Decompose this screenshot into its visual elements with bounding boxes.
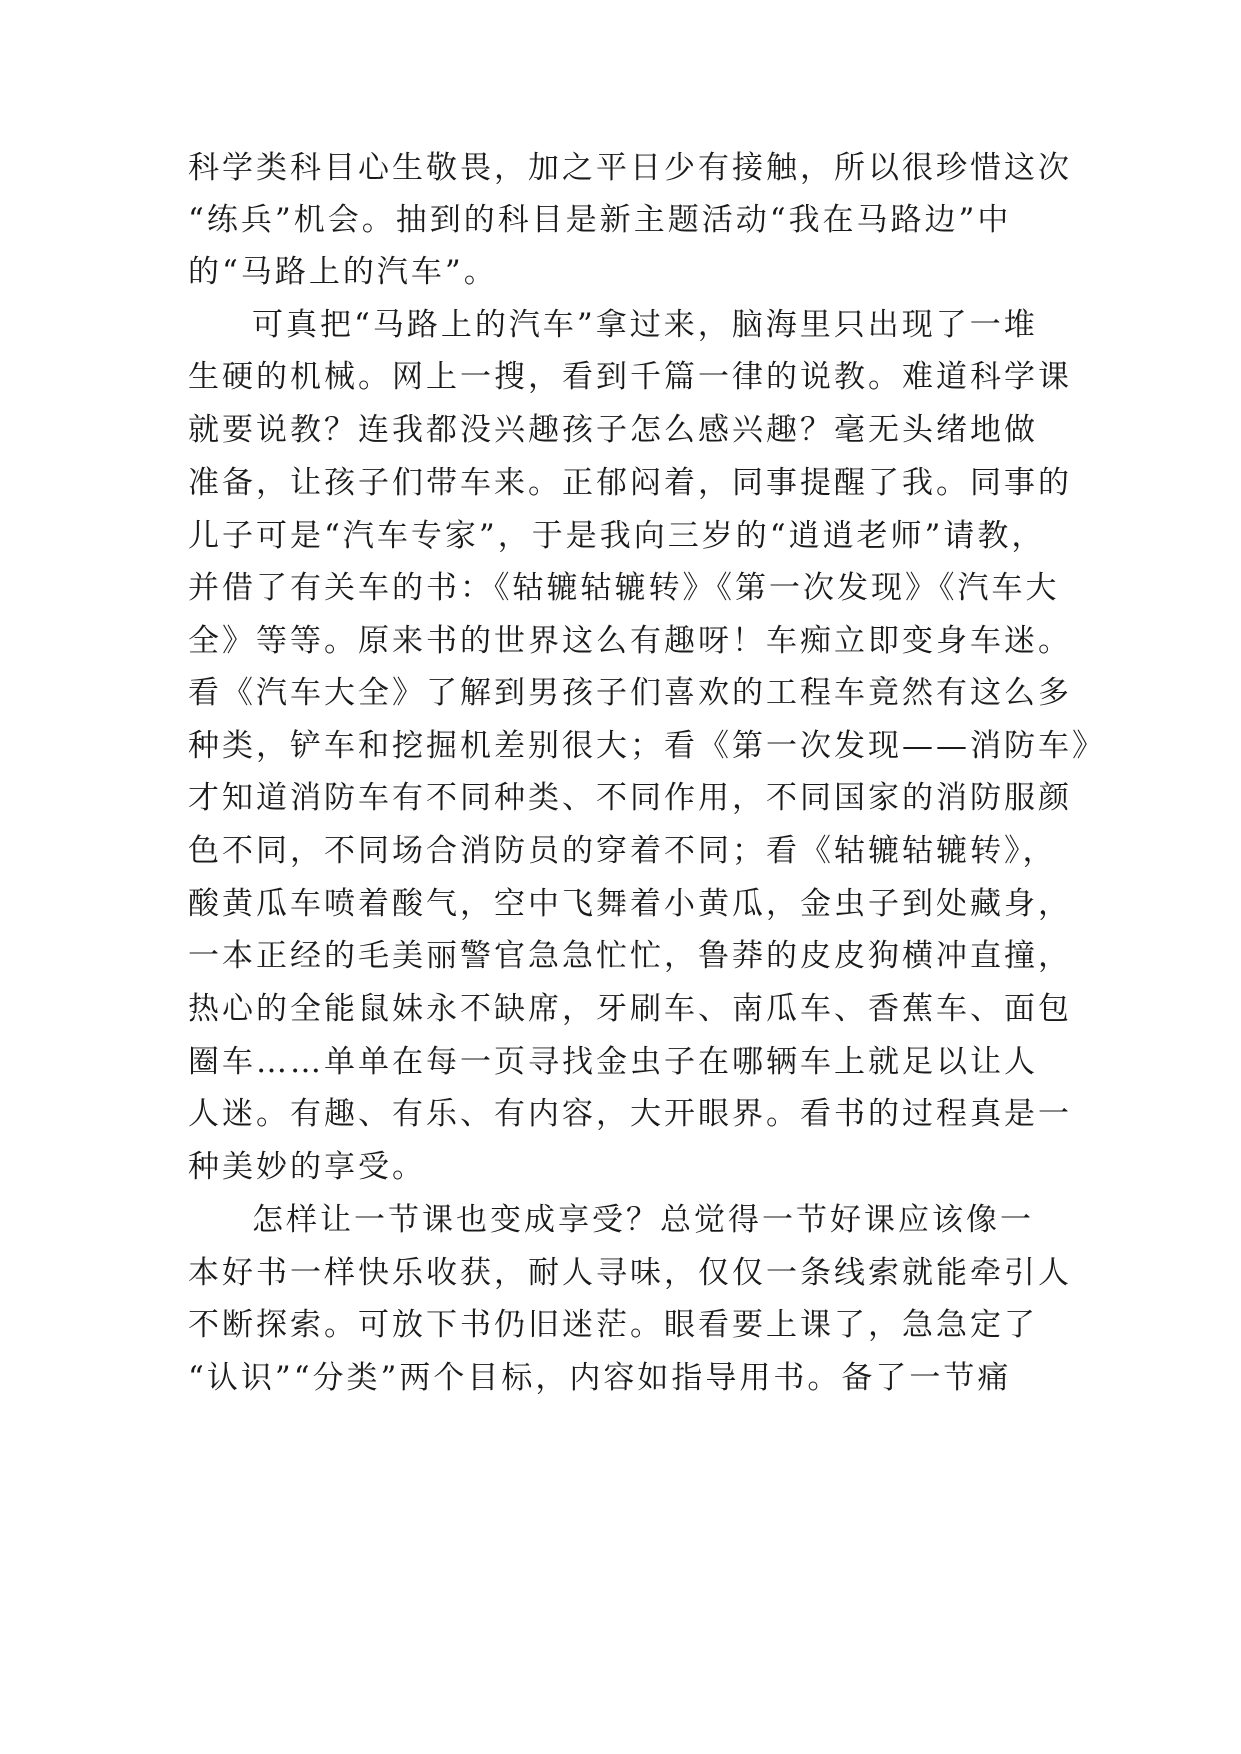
text-line: 种美妙的享受。 (188, 1149, 426, 1185)
text-line: 看《汽车大全》了解到男孩子们喜欢的工程车竟然有这么多 (188, 675, 1072, 711)
text-line: 儿子可是“汽车专家”，于是我向三岁的“逍逍老师”请教， (188, 518, 1046, 554)
text-line: 不断探索。可放下书仍旧迷茫。眼看要上课了，急急定了 (188, 1307, 1038, 1343)
paragraph-first-line: 可真把“马路上的汽车”拿过来，脑海里只出现了一堆 (252, 307, 1038, 343)
paragraph-first-line: 怎样让一节课也变成享受？总觉得一节好课应该像一 (252, 1202, 1034, 1238)
text-line: 种类，铲车和挖掘机差别很大；看《第一次发现——消防车》 (188, 728, 1106, 764)
text-line: 人迷。有趣、有乐、有内容，大开眼界。看书的过程真是一 (188, 1096, 1072, 1132)
text-line: 准备，让孩子们带车来。正郁闷着，同事提醒了我。同事的 (188, 465, 1072, 501)
text-line: 圈车……单单在每一页寻找金虫子在哪辆车上就足以让人 (188, 1044, 1038, 1080)
text-line: 本好书一样快乐收获，耐人寻味，仅仅一条线索就能牵引人 (188, 1255, 1072, 1291)
text-line: 色不同，不同场合消防员的穿着不同；看《轱辘轱辘转》， (188, 833, 1057, 869)
text-line: “练兵”机会。抽到的科目是新主题活动“我在马路边”中 (188, 202, 1012, 238)
text-line: 才知道消防车有不同种类、不同作用，不同国家的消防服颜 (188, 780, 1072, 816)
text-line: 并借了有关车的书：《轱辘轱辘转》《第一次发现》《汽车大 (188, 570, 1060, 606)
text-line: “认识”“分类”两个目标，内容如指导用书。备了一节痛 (188, 1360, 1012, 1396)
text-line: 热心的全能鼠妹永不缺席，牙刷车、南瓜车、香蕉车、面包 (188, 991, 1072, 1027)
text-line: 酸黄瓜车喷着酸气，空中飞舞着小黄瓜，金虫子到处藏身， (188, 886, 1072, 922)
text-line: 的“马路上的汽车”。 (188, 254, 498, 290)
text-line: 科学类科目心生敬畏，加之平日少有接触，所以很珍惜这次 (188, 150, 1072, 186)
text-line: 就要说教？连我都没兴趣孩子怎么感兴趣？毫无头绪地做 (188, 412, 1038, 448)
text-line: 生硬的机械。网上一搜，看到千篇一律的说教。难道科学课 (188, 359, 1072, 395)
text-line: 全》等等。原来书的世界这么有趣呀！车痴立即变身车迷。 (188, 623, 1072, 659)
text-line: 一本正经的毛美丽警官急急忙忙，鲁莽的皮皮狗横冲直撞， (188, 938, 1072, 974)
